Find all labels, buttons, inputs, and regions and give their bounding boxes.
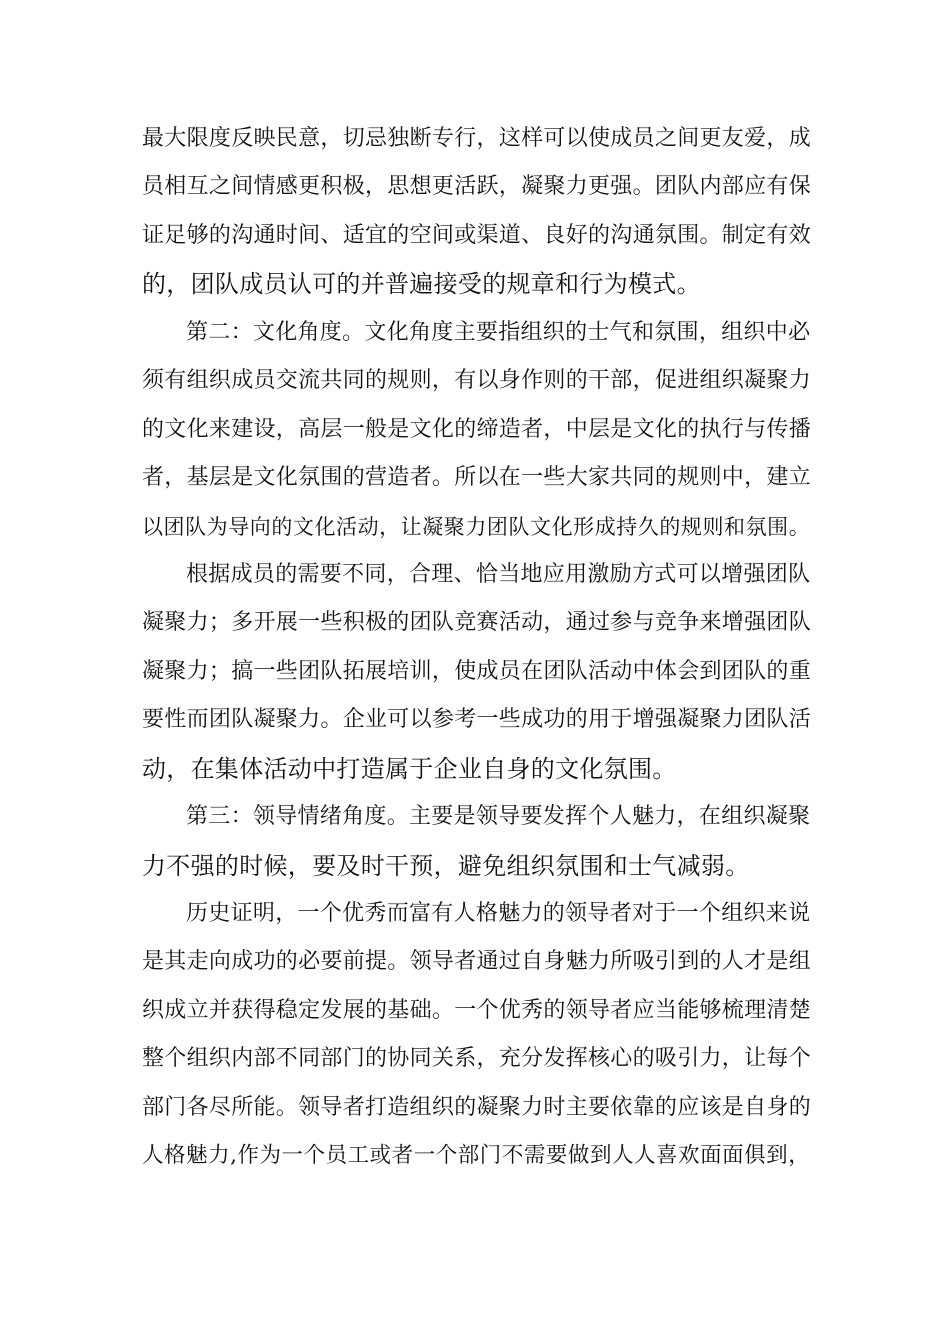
text-line: 力不强的时候，要及时干预，避免组织氛围和士气减弱。 (142, 851, 750, 880)
paragraph-first-line: 根据成员的需要不同，合理、恰当地应用激励方式可以增强团队 (186, 561, 811, 587)
text-line: 凝聚力；搞一些团队拓展培训，使成员在团队活动中体会到团队的重 (142, 658, 812, 684)
text-line: 最大限度反映民意，切忌独断专行，这样可以使成员之间更友爱，成 (142, 126, 812, 151)
text-line: 须有组织成员交流共同的规则，有以身作则的干部，促进组织凝聚力 (142, 368, 812, 394)
text-line: 部门各尽所能。领导者打造组织的凝聚力时主要依靠的应该是自身的 (142, 1094, 812, 1120)
paragraph-first-line: 历史证明，一个优秀而富有人格魅力的领导者对于一个组织来说 (186, 901, 811, 926)
paragraph-first-line: 第二：文化角度。文化角度主要指组织的士气和氛围，组织中必 (186, 319, 811, 345)
text-line: 的，团队成员认可的并普遍接受的规章和行为模式。 (142, 270, 701, 299)
text-line: 织成立并获得稳定发展的基础。一个优秀的领导者应当能够梳理清楚 (142, 997, 812, 1023)
text-line: 人格魅力,作为一个员工或者一个部门不需要做到人人喜欢面面俱到， (142, 1143, 810, 1169)
text-line: 动，在集体活动中打造属于企业自身的文化氛围。 (142, 754, 677, 783)
text-line: 是其走向成功的必要前提。领导者通过自身魅力所吸引到的人才是组 (142, 949, 812, 975)
paragraph-first-line: 第三：领导情绪角度。主要是领导要发挥个人魅力，在组织凝聚 (186, 804, 811, 830)
text-line: 以团队为导向的文化活动，让凝聚力团队文化形成持久的规则和氛围。 (142, 514, 810, 539)
text-line: 整个组织内部不同部门的协同关系，充分发挥核心的吸引力，让每个 (142, 1046, 812, 1072)
body-text (142, 115, 810, 1181)
text-line: 要性而团队凝聚力。企业可以参考一些成功的用于增强凝聚力团队活 (142, 707, 812, 733)
text-line: 者，基层是文化氛围的营造者。所以在一些大家共同的规则中，建立 (142, 465, 812, 491)
text-line: 凝聚力；多开展一些积极的团队竞赛活动，通过参与竞争来增强团队 (142, 610, 812, 636)
text-line: 员相互之间情感更积极，思想更活跃，凝聚力更强。团队内部应有保 (142, 174, 812, 200)
text-line: 的文化来建设，高层一般是文化的缔造者，中层是文化的执行与传播 (142, 416, 812, 442)
text-line: 证足够的沟通时间、适宜的空间或渠道、良好的沟通氛围。制定有效 (142, 222, 812, 248)
